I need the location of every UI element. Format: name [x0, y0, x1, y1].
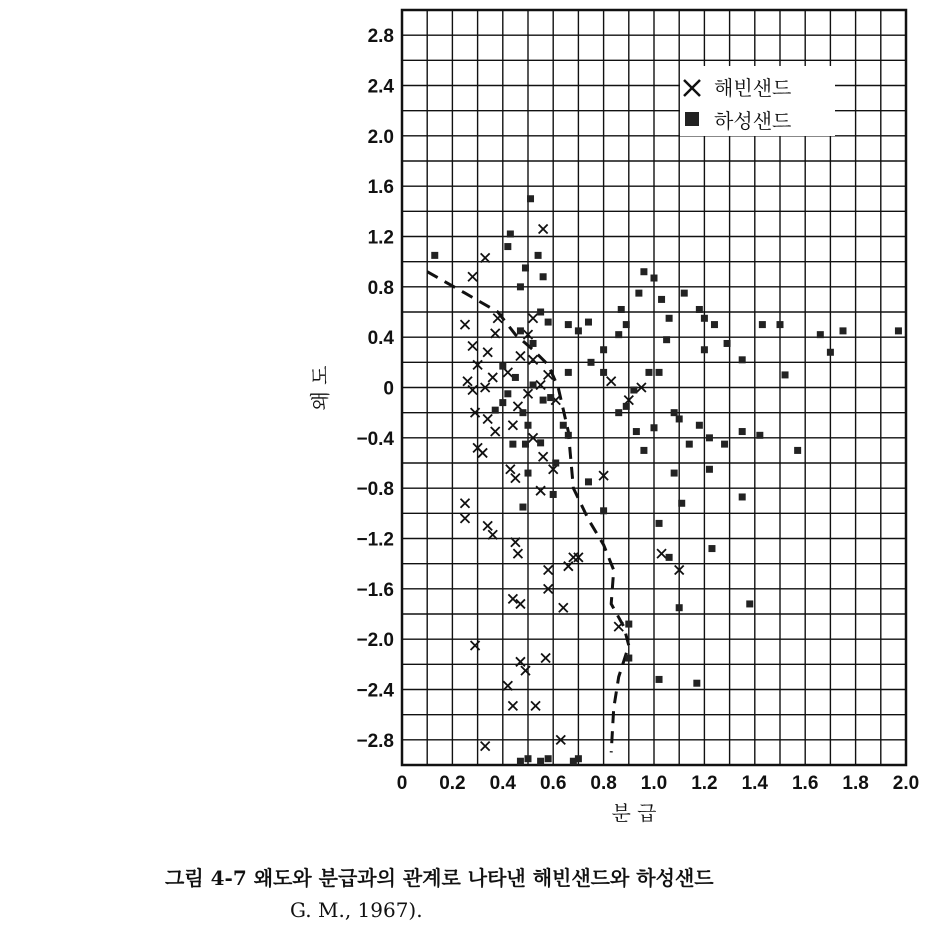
point-river-sand [540, 273, 547, 280]
x-axis-title: 분 급 [611, 801, 657, 825]
legend-label-river-sand: 하성샌드 [714, 109, 792, 133]
point-river-sand [527, 195, 534, 202]
point-river-sand [499, 363, 506, 370]
point-river-sand [686, 441, 693, 448]
point-river-sand [507, 230, 514, 237]
point-river-sand [545, 319, 552, 326]
data-points [431, 195, 902, 764]
point-beach-sand [541, 654, 550, 663]
point-beach-sand [508, 421, 517, 430]
figure-caption-line1: 그림 4-7 왜도와 분급과의 관계로 나타낸 해빈샌드와 하성샌드 [165, 866, 714, 890]
point-river-sand [708, 545, 715, 552]
point-river-sand [671, 409, 678, 416]
point-river-sand [552, 460, 559, 467]
point-river-sand [656, 520, 663, 527]
point-river-sand [550, 491, 557, 498]
point-river-sand [565, 321, 572, 328]
point-river-sand [537, 439, 544, 446]
y-axis-ticks [356, 26, 394, 752]
point-beach-sand [483, 414, 492, 423]
point-river-sand [618, 306, 625, 313]
point-beach-sand [614, 622, 623, 631]
point-river-sand [509, 441, 516, 448]
point-river-sand [565, 369, 572, 376]
point-river-sand [547, 394, 554, 401]
point-beach-sand [463, 377, 472, 386]
point-river-sand [504, 390, 511, 397]
y-tick-label: −1.6 [356, 579, 394, 601]
point-beach-sand [478, 448, 487, 457]
point-river-sand [615, 409, 622, 416]
legend-marker-river-sand [685, 112, 699, 126]
point-beach-sand [508, 701, 517, 710]
point-river-sand [512, 374, 519, 381]
point-river-sand [504, 243, 511, 250]
point-beach-sand [544, 565, 553, 574]
y-tick-label: 1.6 [367, 177, 394, 199]
point-river-sand [519, 409, 526, 416]
point-river-sand [696, 306, 703, 313]
point-river-sand [746, 600, 753, 607]
point-river-sand [585, 478, 592, 485]
point-river-sand [721, 441, 728, 448]
point-river-sand [535, 252, 542, 259]
point-beach-sand [657, 549, 666, 558]
point-beach-sand [488, 373, 497, 382]
point-river-sand [666, 554, 673, 561]
point-river-sand [671, 470, 678, 477]
point-river-sand [517, 758, 524, 765]
x-tick-label: 0.2 [439, 773, 466, 794]
point-beach-sand [559, 603, 568, 612]
point-river-sand [525, 470, 532, 477]
point-river-sand [693, 680, 700, 687]
point-river-sand [623, 403, 630, 410]
x-tick-label: 0.4 [489, 773, 517, 794]
point-river-sand [681, 290, 688, 297]
point-river-sand [724, 340, 731, 347]
point-river-sand [739, 428, 746, 435]
point-river-sand [530, 381, 537, 388]
y-tick-label: 2.8 [367, 26, 394, 48]
point-river-sand [701, 346, 708, 353]
point-river-sand [678, 500, 685, 507]
point-beach-sand [607, 377, 616, 386]
point-river-sand [656, 369, 663, 376]
x-tick-label: 1.8 [842, 773, 869, 794]
point-river-sand [522, 441, 529, 448]
point-beach-sand [539, 224, 548, 233]
point-river-sand [777, 321, 784, 328]
point-river-sand [560, 422, 567, 429]
point-river-sand [522, 264, 529, 271]
point-river-sand [545, 755, 552, 762]
point-river-sand [600, 346, 607, 353]
point-river-sand [676, 604, 683, 611]
point-river-sand [517, 327, 524, 334]
point-river-sand [575, 755, 582, 762]
y-tick-label: 2.4 [367, 76, 394, 98]
point-river-sand [431, 252, 438, 259]
y-tick-label: −2.8 [356, 730, 394, 752]
point-river-sand [840, 327, 847, 334]
x-axis-ticks [397, 773, 920, 794]
point-river-sand [630, 387, 637, 394]
x-tick-label: 1.4 [741, 773, 769, 794]
point-river-sand [540, 397, 547, 404]
x-tick-label: 1.2 [691, 773, 718, 794]
y-tick-label: 0 [383, 378, 394, 400]
point-beach-sand [511, 474, 520, 483]
point-river-sand [666, 315, 673, 322]
point-river-sand [827, 349, 834, 356]
y-axis-title: 왜 도 [308, 365, 332, 411]
point-river-sand [640, 447, 647, 454]
point-river-sand [663, 336, 670, 343]
y-tick-label: 1.2 [367, 227, 394, 249]
y-tick-label: 0.8 [367, 277, 394, 299]
point-river-sand [706, 434, 713, 441]
point-beach-sand [483, 348, 492, 357]
point-river-sand [656, 676, 663, 683]
point-beach-sand [481, 742, 490, 751]
x-tick-label: 0 [396, 773, 408, 794]
point-beach-sand [506, 465, 515, 474]
point-river-sand [625, 621, 632, 628]
point-beach-sand [461, 320, 470, 329]
x-tick-label: 0.6 [539, 773, 567, 794]
point-river-sand [651, 424, 658, 431]
point-river-sand [658, 296, 665, 303]
point-river-sand [492, 407, 499, 414]
y-tick-label: −2.0 [356, 630, 394, 652]
point-river-sand [600, 507, 607, 514]
point-river-sand [625, 655, 632, 662]
point-river-sand [676, 415, 683, 422]
point-river-sand [615, 331, 622, 338]
point-river-sand [585, 319, 592, 326]
point-river-sand [525, 422, 532, 429]
point-beach-sand [508, 594, 517, 603]
point-river-sand [537, 758, 544, 765]
y-tick-label: −2.4 [356, 680, 394, 702]
point-river-sand [645, 369, 652, 376]
point-river-sand [537, 309, 544, 316]
y-tick-label: −0.4 [356, 428, 394, 450]
point-beach-sand [461, 514, 470, 523]
point-river-sand [633, 428, 640, 435]
point-beach-sand [531, 701, 540, 710]
point-river-sand [759, 321, 766, 328]
point-river-sand [565, 432, 572, 439]
point-river-sand [525, 755, 532, 762]
point-river-sand [600, 369, 607, 376]
point-river-sand [817, 331, 824, 338]
point-beach-sand [516, 352, 525, 361]
point-river-sand [635, 290, 642, 297]
y-tick-label: −1.2 [356, 529, 394, 551]
point-beach-sand [529, 314, 538, 323]
point-river-sand [517, 283, 524, 290]
point-beach-sand [539, 452, 548, 461]
point-beach-sand [468, 272, 477, 281]
x-tick-label: 1.6 [791, 773, 819, 794]
point-river-sand [588, 359, 595, 366]
point-beach-sand [513, 549, 522, 558]
point-river-sand [519, 504, 526, 511]
point-river-sand [794, 447, 801, 454]
y-tick-label: 0.4 [367, 328, 394, 350]
point-beach-sand [483, 521, 492, 530]
x-tick-label: 1.0 [640, 773, 668, 794]
point-river-sand [782, 371, 789, 378]
point-beach-sand [491, 427, 500, 436]
y-axis-title-group [308, 366, 332, 411]
point-river-sand [711, 321, 718, 328]
x-tick-label: 0.8 [590, 773, 617, 794]
point-beach-sand [516, 599, 525, 608]
point-beach-sand [468, 341, 477, 350]
legend-label-beach-sand: 해빈샌드 [714, 76, 792, 100]
point-river-sand [623, 321, 630, 328]
point-river-sand [530, 340, 537, 347]
point-river-sand [575, 327, 582, 334]
point-beach-sand [461, 499, 470, 508]
figure-caption-line2: G. M., 1967). [290, 898, 423, 922]
point-river-sand [739, 356, 746, 363]
x-tick-label: 2.0 [892, 773, 920, 794]
point-river-sand [651, 275, 658, 282]
point-river-sand [706, 466, 713, 473]
y-tick-label: 2.0 [367, 126, 394, 148]
point-river-sand [640, 268, 647, 275]
legend [680, 66, 835, 136]
y-tick-label: −0.8 [356, 479, 394, 501]
point-river-sand [696, 422, 703, 429]
point-river-sand [895, 327, 902, 334]
point-river-sand [701, 315, 708, 322]
point-river-sand [499, 399, 506, 406]
point-river-sand [756, 432, 763, 439]
point-river-sand [739, 493, 746, 500]
